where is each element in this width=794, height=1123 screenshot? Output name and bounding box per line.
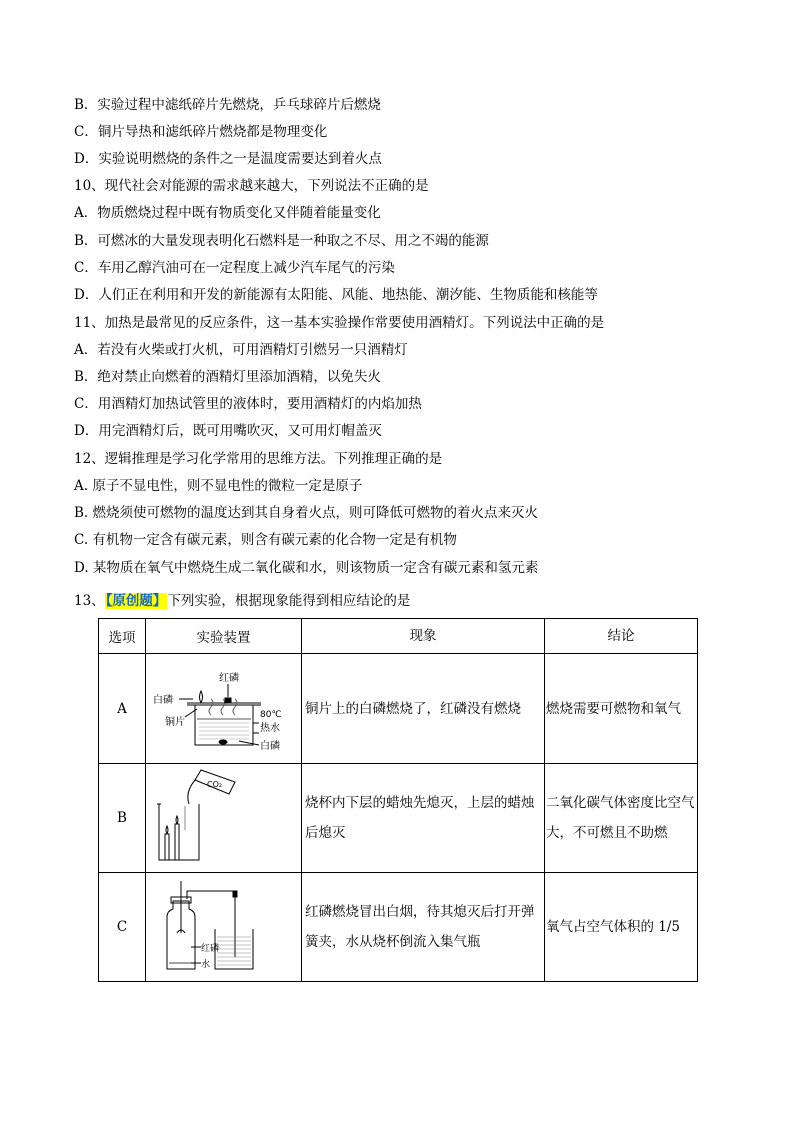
table-row <box>99 873 698 982</box>
q10-option-a: A．物质燃烧过程中既有物质变化又伴随着能量变化 <box>74 205 381 221</box>
row-c-phenomenon: 红磷燃烧冒出白烟，待其熄灭后打开弹簧夹，水从烧杯倒流入集气瓶 <box>302 873 545 982</box>
row-a-option: A <box>99 654 146 764</box>
apparatus-a-figure <box>149 659 299 759</box>
q11-option-d: D．用完酒精灯后，既可用嘴吹灭，又可用灯帽盖灭 <box>74 423 382 439</box>
row-b-conclusion: 二氧化碳气体密度比空气大，不可燃且不助燃 <box>545 764 698 873</box>
row-a-apparatus <box>146 654 302 764</box>
experiment-table <box>98 618 698 982</box>
row-c-conclusion: 氧气占空气体积的 1/5 <box>545 873 698 982</box>
q12-option-d: D. 某物质在氧气中燃烧生成二氧化碳和水，则该物质一定含有碳元素和氢元素 <box>74 560 539 576</box>
label-copper: 铜片 <box>164 716 185 728</box>
q10-stem: 10、现代社会对能源的需求越来越大，下列说法不正确的是 <box>74 178 429 194</box>
red-phosphorus <box>225 698 231 703</box>
row-b-phenomenon: 烧杯内下层的蜡烛先熄灭，上层的蜡烛后熄灭 <box>302 764 545 873</box>
row-a-conclusion: 燃烧需要可燃物和氧气 <box>545 654 698 764</box>
q13-stem <box>74 592 410 610</box>
q9-option-d: D．实验说明燃烧的条件之一是温度需要达到着火点 <box>74 151 382 167</box>
q9-option-c: C．铜片导热和滤纸碎片燃烧都是物理变化 <box>74 124 328 140</box>
original-question-tag: 【原创题】 <box>105 593 167 609</box>
q12-option-a: A. 原子不显电性，则不显电性的微粒一定是原子 <box>74 478 363 494</box>
flame-icon <box>199 691 202 703</box>
q13-text: 下列实验，根据现象能得到相应结论的是 <box>167 593 411 609</box>
label-red-phosphorus: 红磷 <box>218 672 239 684</box>
spring-clip <box>233 891 237 897</box>
label-white-phosphorus: 白磷 <box>152 694 173 706</box>
table-row <box>99 764 698 873</box>
q12-option-b: B. 燃烧须使可燃物的温度达到其自身着火点，则可降低可燃物的着火点来灭火 <box>74 505 539 521</box>
label-white-phosphorus-2: 白磷 <box>259 740 280 752</box>
row-b-apparatus <box>146 764 302 873</box>
q10-option-d: D．人们正在利用和开发的新能源有太阳能、风能、地热能、潮汐能、生物质能和核能等 <box>74 287 598 303</box>
q13-number: 13、 <box>74 593 105 609</box>
q9-option-b: B．实验过程中滤纸碎片先燃烧，乒乓球碎片后燃烧 <box>74 97 381 113</box>
label-red-phosphorus-c: 红磷 <box>200 944 219 954</box>
q11-option-a: A．若没有火柴或打火机，可用酒精灯引燃另一只酒精灯 <box>74 342 408 358</box>
co2-stream <box>187 780 194 804</box>
header-phenomenon: 现象 <box>302 619 545 654</box>
q10-option-c: C．车用乙醇汽油可在一定程度上减少汽车尾气的污染 <box>74 260 395 276</box>
q12-option-c: C. 有机物一定含有碳元素，则含有碳元素的化合物一定是有机物 <box>74 532 457 548</box>
q11-option-b: B．绝对禁止向燃着的酒精灯里添加酒精，以免失火 <box>74 369 381 385</box>
label-temp: 80℃ <box>259 709 282 720</box>
steam <box>209 699 237 715</box>
header-conclusion: 结论 <box>545 619 698 654</box>
q12-stem: 12、逻辑推理是学习化学常用的思维方法。下列推理正确的是 <box>74 451 443 467</box>
row-b-option: B <box>99 764 146 873</box>
q11-option-c: C．用酒精灯加热试管里的液体时，要用酒精灯的内焰加热 <box>74 396 422 412</box>
row-c-option: C <box>99 873 146 982</box>
label-co2: CO₂ <box>206 780 222 789</box>
upper-candle <box>175 824 179 860</box>
header-apparatus: 实验装置 <box>146 619 302 654</box>
table-header-row <box>99 619 698 654</box>
q11-stem: 11、加热是最常见的反应条件，这一基本实验操作常要使用酒精灯。下列说法中正确的是 <box>74 315 605 331</box>
label-water-c: 水 <box>200 960 210 970</box>
label-hot-water: 热水 <box>259 722 280 734</box>
row-a-phenomenon: 铜片上的白磷燃烧了，红磷没有燃烧 <box>302 654 545 764</box>
apparatus-b-figure <box>149 768 299 868</box>
row-c-apparatus <box>146 873 302 982</box>
q10-option-b: B．可燃冰的大量发现表明化石燃料是一种取之不尽、用之不竭的能源 <box>74 233 489 249</box>
table-row <box>99 654 698 764</box>
apparatus-c-figure <box>149 877 299 977</box>
lower-candle <box>165 834 169 860</box>
header-option: 选项 <box>99 619 146 654</box>
